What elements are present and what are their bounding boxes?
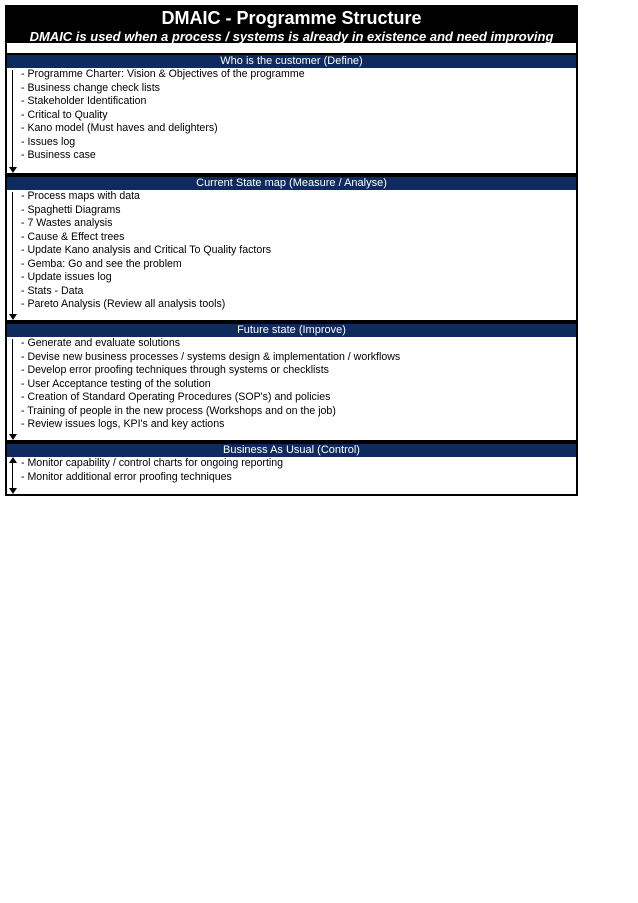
list-item: - Training of people in the new process (Workshops and on the job) bbox=[21, 404, 336, 417]
section-improve bbox=[5, 322, 578, 442]
list-item: - Business change check lists bbox=[21, 81, 160, 94]
section-heading-improve: Future state (Improve) bbox=[7, 322, 576, 337]
list-item: - Programme Charter: Vision & Objectives of the programme bbox=[21, 68, 305, 80]
section-control bbox=[5, 442, 578, 496]
list-item: - Creation of Standard Operating Procedures (SOP's) and policies bbox=[21, 391, 331, 403]
up-down-arrow-icon bbox=[9, 459, 17, 494]
improve-list bbox=[7, 337, 576, 432]
section-heading-control: Business As Usual (Control) bbox=[7, 442, 576, 457]
list-item: - Process maps with data bbox=[21, 190, 140, 202]
section-define bbox=[5, 53, 578, 175]
list-item: - Review issues logs, KPI's and key actions bbox=[21, 418, 225, 430]
list-item: - Stakeholder Identification bbox=[21, 95, 147, 107]
list-item: - Pareto Analysis (Review all analysis tools) bbox=[21, 298, 226, 310]
list-item: - Kano model (Must haves and delighters) bbox=[21, 122, 218, 134]
list-item: - Monitor additional error proofing techniques bbox=[21, 470, 232, 483]
down-arrow-icon bbox=[9, 70, 17, 173]
sheet-header bbox=[5, 5, 578, 43]
page-subtitle: DMAIC is used when a process / systems is already in existence and need improving bbox=[29, 29, 554, 44]
list-item: - Issues log bbox=[21, 135, 76, 148]
list-item: - Gemba: Go and see the problem bbox=[21, 257, 182, 270]
list-item: - 7 Wastes analysis bbox=[21, 217, 113, 229]
list-item: - User Acceptance testing of the solution bbox=[21, 377, 211, 390]
section-heading-measure-analyse: Current State map (Measure / Analyse) bbox=[7, 175, 576, 190]
dmaic-sheet bbox=[5, 5, 578, 496]
list-item: - Monitor capability / control charts for ongoing reporting bbox=[21, 457, 284, 469]
down-arrow-icon bbox=[9, 192, 17, 320]
list-item: - Critical to Quality bbox=[21, 108, 108, 121]
list-item: - Stats - Data bbox=[21, 284, 84, 297]
down-arrow-icon bbox=[9, 339, 17, 440]
list-item: - Cause & Effect trees bbox=[21, 230, 125, 243]
control-list bbox=[7, 457, 576, 484]
section-measure-analyse bbox=[5, 175, 578, 322]
page-title: DMAIC - Programme Structure bbox=[161, 8, 422, 28]
list-item: - Spaghetti Diagrams bbox=[21, 203, 121, 216]
list-item: - Update Kano analysis and Critical To Quality factors bbox=[21, 244, 272, 256]
list-item: - Devise new business processes / systems design & implementation / workflows bbox=[21, 350, 401, 363]
section-heading-define: Who is the customer (Define) bbox=[7, 53, 576, 68]
define-list bbox=[7, 68, 576, 163]
list-item: - Generate and evaluate solutions bbox=[21, 337, 181, 349]
list-item: - Develop error proofing techniques through systems or checklists bbox=[21, 364, 329, 376]
list-item: - Update issues log bbox=[21, 271, 112, 283]
header-gap bbox=[5, 43, 578, 53]
measure-analyse-list bbox=[7, 190, 576, 312]
list-item: - Business case bbox=[21, 149, 96, 161]
